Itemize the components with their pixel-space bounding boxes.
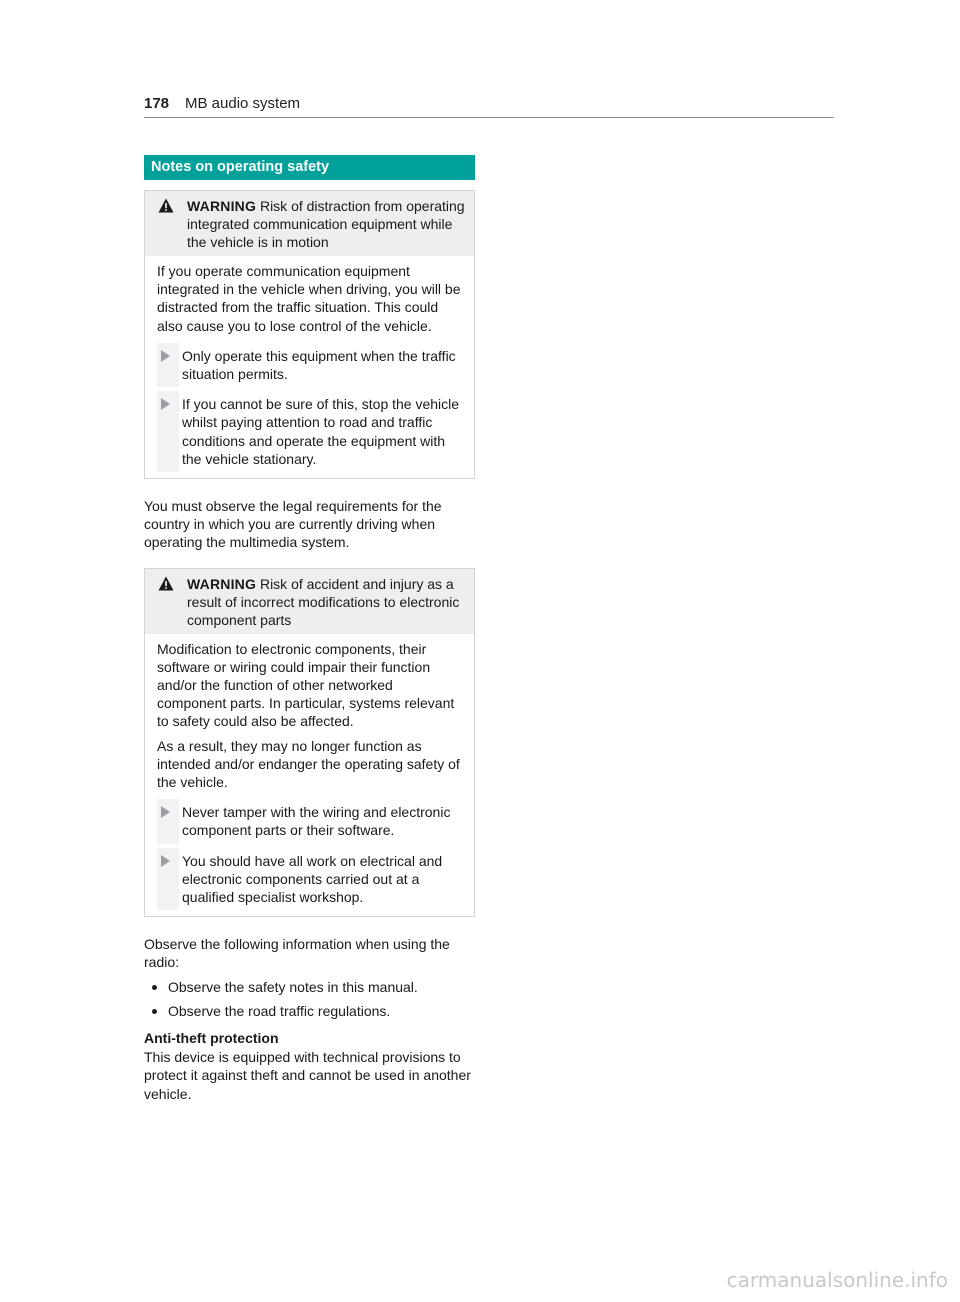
- content-column: [144, 155, 475, 1119]
- step-text: You should have all work on electrical and electronic components carried out at a qualified specialist workshop.: [182, 852, 443, 906]
- header-section-title: MB audio system: [185, 95, 301, 112]
- page-number: 178: [144, 95, 170, 112]
- step-text: Only operate this equipment when the traffic situation permits.: [182, 347, 456, 383]
- warning-box-distraction: [144, 190, 475, 479]
- action-step: [157, 395, 464, 468]
- action-step: [157, 852, 464, 907]
- list-item-text: Observe the safety notes in this manual.: [168, 978, 418, 995]
- warning-text: Modification to electronic components, their software or wiring could impair their function and/or the function of other networked component parts. In particular, systems relevant to safety could also be affected.: [157, 640, 455, 730]
- warning-heading: Risk of accident and injury as a result of incorrect modifications to electronic component parts: [187, 575, 460, 628]
- warning-heading: Risk of distraction from operating integrated communication equipment while the vehicle is in motion: [187, 198, 465, 250]
- action-step: [157, 347, 464, 383]
- anti-theft-paragraph: This device is equipped with technical provisions to protect it against theft and cannot be used in another vehicle.: [144, 1049, 471, 1102]
- bullet-list: [144, 978, 475, 1020]
- list-item-text: Observe the road traffic regulations.: [168, 1002, 391, 1019]
- arrow-right-icon: [161, 855, 170, 867]
- legal-requirements-paragraph: You must observe the legal requirements for the country in which you are currently driving when operating the multimedia system.: [144, 498, 442, 551]
- anti-theft-heading: Anti-theft protection: [144, 1030, 279, 1047]
- arrow-right-icon: [161, 806, 170, 818]
- warning-body: [145, 256, 474, 478]
- watermark: carmanualsonline.info: [726, 1268, 948, 1292]
- bullet-icon: [152, 1009, 157, 1014]
- radio-info-paragraph: Observe the following information when using the radio:: [144, 936, 450, 971]
- warning-header: [145, 191, 474, 256]
- bullet-icon: [152, 985, 157, 990]
- warning-text: If you operate communication equipment integrated in the vehicle when driving, you will be distracted from the traffic situation. This could also cause you to lose control of the vehicle.: [157, 263, 461, 334]
- warning-label: WARNING: [187, 198, 257, 214]
- warning-label: WARNING: [187, 575, 257, 592]
- warning-triangle-icon: [158, 198, 174, 213]
- step-text: If you cannot be sure of this, stop the vehicle whilst paying attention to road and traffic conditions and operate the equipment with the vehicle stationary.: [182, 396, 460, 467]
- warning-triangle-icon: [158, 576, 174, 591]
- section-title: Notes on operating safety: [144, 155, 475, 180]
- action-step: [157, 803, 464, 839]
- list-item: [144, 978, 475, 996]
- page-header: [144, 95, 834, 118]
- arrow-right-icon: [161, 398, 170, 410]
- list-item: [144, 1002, 475, 1020]
- warning-body: [145, 634, 474, 917]
- step-text: Never tamper with the wiring and electronic component parts or their software.: [182, 804, 451, 839]
- warning-text: As a result, they may no longer function as intended and/or endanger the operating safety of the vehicle.: [157, 737, 460, 791]
- warning-box-modifications: [144, 568, 475, 918]
- arrow-right-icon: [161, 350, 170, 362]
- warning-header: [145, 569, 474, 634]
